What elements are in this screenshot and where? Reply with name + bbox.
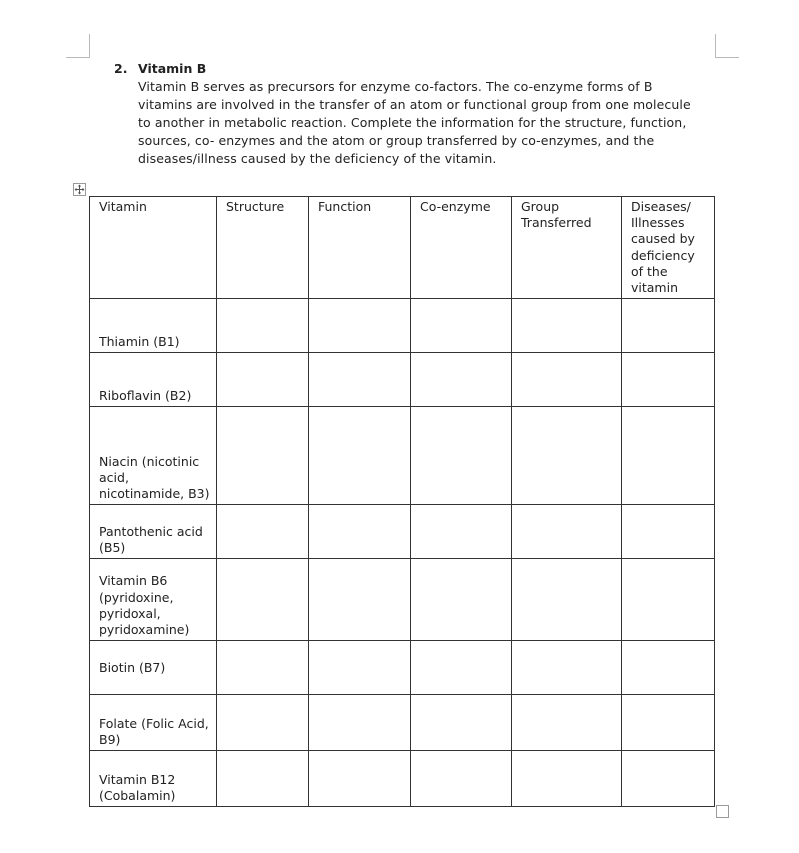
diseases-cell[interactable] [622, 641, 715, 695]
co-enzyme-cell[interactable] [411, 695, 512, 751]
header-function: Function [309, 197, 411, 299]
structure-cell[interactable] [217, 559, 309, 641]
paragraph-line: to another in metabolic reaction. Complete the information for the structure, function, [138, 115, 687, 130]
table-header-row [90, 197, 715, 299]
co-enzyme-cell[interactable] [411, 299, 512, 353]
diseases-cell[interactable] [622, 407, 715, 505]
vitamin-name-cell[interactable]: Folate (Folic Acid, B9) [90, 695, 217, 751]
function-cell[interactable] [309, 505, 411, 559]
table-row [90, 299, 715, 353]
vitamin-name-cell[interactable]: Biotin (B7) [90, 641, 217, 695]
table-row [90, 695, 715, 751]
co-enzyme-cell[interactable] [411, 751, 512, 807]
diseases-cell[interactable] [622, 353, 715, 407]
diseases-cell[interactable] [622, 751, 715, 807]
paragraph-line: sources, co- enzymes and the atom or group transferred by co-enzymes, and the [138, 133, 655, 148]
structure-cell[interactable] [217, 505, 309, 559]
diseases-cell[interactable] [622, 559, 715, 641]
table-row [90, 751, 715, 807]
function-cell[interactable] [309, 407, 411, 505]
function-cell[interactable] [309, 751, 411, 807]
table-resize-handle[interactable] [716, 805, 729, 818]
co-enzyme-cell[interactable] [411, 505, 512, 559]
paragraph-line: Vitamin B serves as precursors for enzyme co-factors. The co-enzyme forms of B [138, 79, 653, 94]
vitamin-b-table [89, 196, 715, 807]
page-margin-corner-top-right [715, 34, 739, 58]
function-cell[interactable] [309, 641, 411, 695]
section-paragraph [138, 78, 714, 168]
co-enzyme-cell[interactable] [411, 559, 512, 641]
group-transferred-cell[interactable] [512, 299, 622, 353]
function-cell[interactable] [309, 353, 411, 407]
structure-cell[interactable] [217, 751, 309, 807]
vitamin-name-cell[interactable]: Riboflavin (B2) [90, 353, 217, 407]
structure-cell[interactable] [217, 353, 309, 407]
vitamin-b-section [114, 60, 714, 168]
vitamin-name-cell[interactable]: Niacin (nicotinic acid, nicotinamide, B3) [90, 407, 217, 505]
paragraph-line: vitamins are involved in the transfer of an atom or functional group from one molecule [138, 97, 691, 112]
group-transferred-cell[interactable] [512, 407, 622, 505]
table-row [90, 407, 715, 505]
table-row [90, 505, 715, 559]
co-enzyme-cell[interactable] [411, 353, 512, 407]
section-title: Vitamin B [138, 61, 207, 76]
table-row [90, 353, 715, 407]
group-transferred-cell[interactable] [512, 641, 622, 695]
function-cell[interactable] [309, 559, 411, 641]
header-diseases: Diseases/ Illnesses caused by deficiency of the vitamin [622, 197, 715, 299]
structure-cell[interactable] [217, 407, 309, 505]
vitamin-name-cell[interactable]: Thiamin (B1) [90, 299, 217, 353]
header-structure: Structure [217, 197, 309, 299]
header-group-transferred: Group Transferred [512, 197, 622, 299]
page-margin-corner-top-left [66, 34, 90, 58]
section-heading [114, 60, 714, 78]
table-row [90, 641, 715, 695]
structure-cell[interactable] [217, 695, 309, 751]
co-enzyme-cell[interactable] [411, 407, 512, 505]
diseases-cell[interactable] [622, 505, 715, 559]
table-row [90, 559, 715, 641]
vitamin-name-cell[interactable]: Pantothenic acid (B5) [90, 505, 217, 559]
group-transferred-cell[interactable] [512, 505, 622, 559]
table-move-handle-icon[interactable] [73, 183, 86, 196]
vitamin-name-cell[interactable]: Vitamin B6 (pyridoxine, pyridoxal, pyridoxamine) [90, 559, 217, 641]
section-number: 2. [114, 61, 128, 76]
group-transferred-cell[interactable] [512, 559, 622, 641]
header-co-enzyme: Co-enzyme [411, 197, 512, 299]
function-cell[interactable] [309, 695, 411, 751]
vitamin-name-cell[interactable]: Vitamin B12 (Cobalamin) [90, 751, 217, 807]
paragraph-line: diseases/illness caused by the deficiency of the vitamin. [138, 151, 497, 166]
group-transferred-cell[interactable] [512, 353, 622, 407]
group-transferred-cell[interactable] [512, 695, 622, 751]
header-vitamin: Vitamin [90, 197, 217, 299]
co-enzyme-cell[interactable] [411, 641, 512, 695]
structure-cell[interactable] [217, 641, 309, 695]
structure-cell[interactable] [217, 299, 309, 353]
function-cell[interactable] [309, 299, 411, 353]
group-transferred-cell[interactable] [512, 751, 622, 807]
diseases-cell[interactable] [622, 299, 715, 353]
diseases-cell[interactable] [622, 695, 715, 751]
